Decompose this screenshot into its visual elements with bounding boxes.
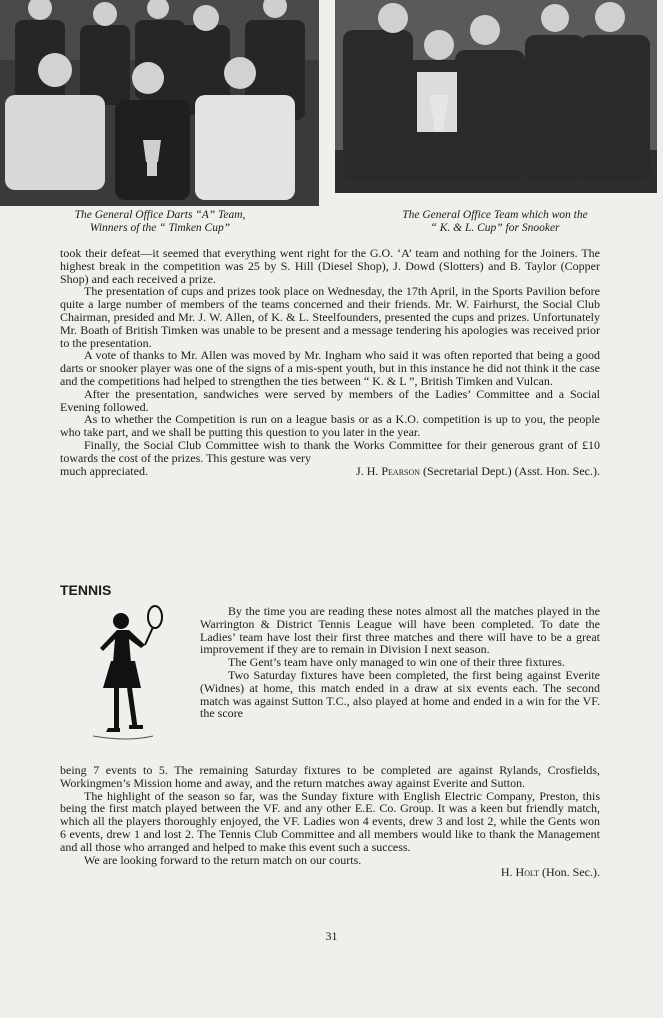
paragraph: A vote of thanks to Mr. Allen was moved by Mr. Ingham who said it was often reported that being a good darts or snooker player was one of the signs of a mis-spent youth, but in this instance he did not think it the case and the competitions had helped to strengthen the ties between “ K. & L ”, British Timken and Vulcan. [60,348,600,388]
caption-line: The General Office Team which won the [402,209,588,221]
author-signoff [356,465,600,478]
caption-line: “ K. & L. Cup” for Snooker [430,221,560,234]
paragraph: being 7 events to 5. The remaining Saturday fixtures to be completed are against Rylands, Crosfields, Workingmen’s Mission home and away, and the return matches away against Everite and Sutton. [60,763,600,790]
tennis-heading: TENNIS [60,582,112,598]
author-role: (Hon. Sec.). [542,865,600,880]
paragraph: We are looking forward to the return match on our courts. [84,852,362,867]
darts-team-photo [0,0,319,206]
tennis-player-illustration [83,603,173,753]
author-name: H. Holt [500,865,540,880]
paragraph-tail: much appreciated. [60,463,148,478]
author-dept: (Secretarial Dept.) (Asst. Hon. Sec.). [423,463,600,478]
paragraph: After the presentation, sandwiches were served by members of the Ladies’ Committee and a Social Evening followed. [60,386,600,414]
paragraph: The highlight of the season so far, was the Sunday fixture with English Electric Company, Preston, this being the first match played between the VF. and any other E.E. Co. Group. It was a keen but friendly match, which all the players thoroughly enjoyed, the VF. Ladies won 4 events, drew 3 and lost 2, while the Gents won 6 events, drew 1 and lost 2. The Tennis Club Committee and all members would like to thank the Management and all those who arranged and helped to make this event such a success. [60,788,600,854]
competition-report [60,247,600,477]
paragraph: Two Saturday fixtures have been completed, the first being against Everite (Widnes) at home, this match ended in a draw at six events each. The second match was against Sutton T.C., also played at home and ended in a win for the VF. the score [200,667,600,721]
tennis-report [60,764,600,879]
snooker-team-photo [335,0,657,193]
author-name: J. H. Pearson [356,463,421,478]
paragraph: Finally, the Social Club Committee wish to thank the Works Committee for their generous grant of £10 towards the cost of the prizes. This gesture was very [60,437,600,465]
tennis-report-column [200,605,600,720]
photo-caption-left [10,209,310,234]
author-signoff [60,866,600,879]
paragraph: As to whether the Competition is run on a league basis or as a K.O. competition is up to you, the people who take part, and we shall be putting this question to you later in the year. [60,412,600,440]
caption-line: The General Office Darts “A” Team, [74,209,246,221]
paragraph: took their defeat—it seemed that everything went right for the G.O. ‘A’ team and nothing for the Joiners. The highest break in the competition was 25 by S. Hill (Diesel Shop), J. Dowd (Slotters) and B. Taylor (Copper Shop) and each received a prize. [60,246,600,286]
caption-line: Winners of the “ Timken Cup” [89,221,231,234]
paragraph: The presentation of cups and prizes took place on Wednesday, the 17th April, in the Sports Pavilion before quite a large number of members of the teams concerned and their friends. Mr. W. Fairhurst, the Social Club Chairman, presided and Mr. J. W. Allen, of K. & L. Steelfounders, presented the cups and prizes. Unfortunately Mr. Boath of British Timken was unable to be present and a message tendering his apologies was received prior to the presentation. [60,284,600,350]
signoff-line [60,465,600,478]
photo-caption-right [345,209,645,234]
page-number: 31 [325,929,338,943]
paragraph: The Gent’s team have only managed to win one of their three fixtures. [228,655,565,670]
paragraph: By the time you are reading these notes almost all the matches played in the Warrington & District Tennis League will have been completed. To date the Ladies’ team have lost their first three matches and there will have to be a great improvement if they are to remain in Division I next season. [200,604,600,657]
